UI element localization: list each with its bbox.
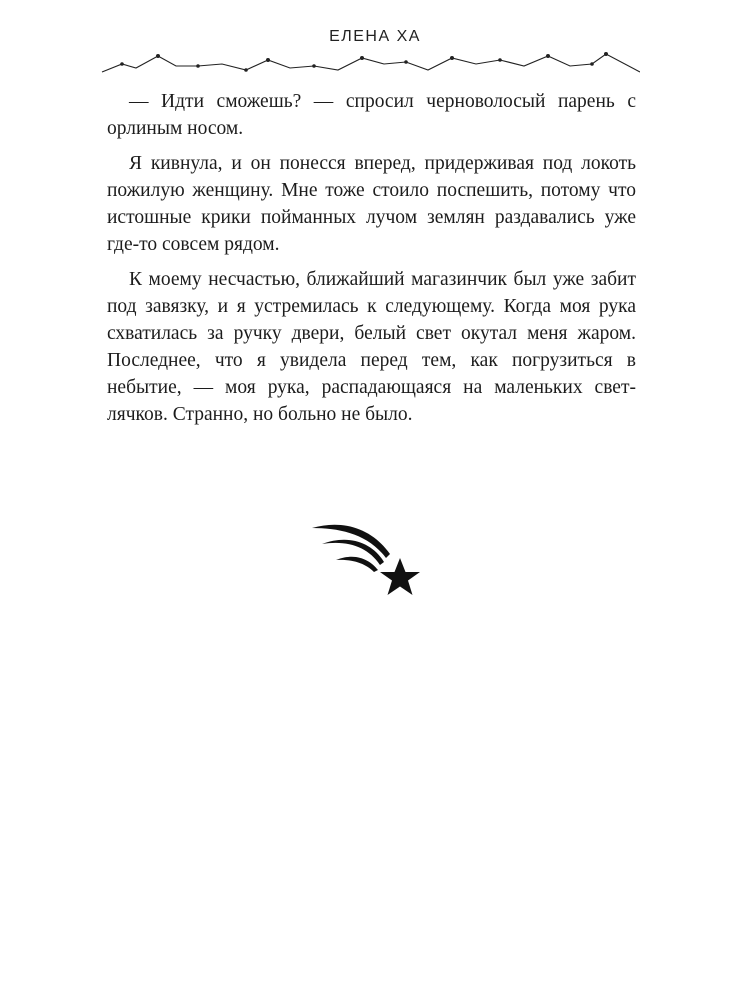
paragraph: К моему несчастью, ближайший магазинчик был уже забит под завязку, и я устремилась к следующему. Когда моя рука схватилась за ручку двери, белый свет окутал меня жаром. Последнее, что я увидела перед тем, как погрузиться в небытие, — моя рука, распадающаяся на маленьких светлячков. Странно, но больно не было. [107,269,636,425]
running-head-author: ЕЛЕНА ХА [329,28,421,45]
paragraph: — Идти сможешь? — спросил черноволосый парень с орлиным носом. [107,91,636,139]
constellation-line-icon [100,44,640,80]
paragraph: Я кивнула, и он понесся вперед, придерживая под локоть пожилую женщину. Мне тоже стоило поспешить, потому что истошные крики пойманных лучом землян раздавались уже где-то совсем рядом. [107,153,636,255]
chapter-text [107,88,636,428]
shooting-star-icon [306,514,422,600]
